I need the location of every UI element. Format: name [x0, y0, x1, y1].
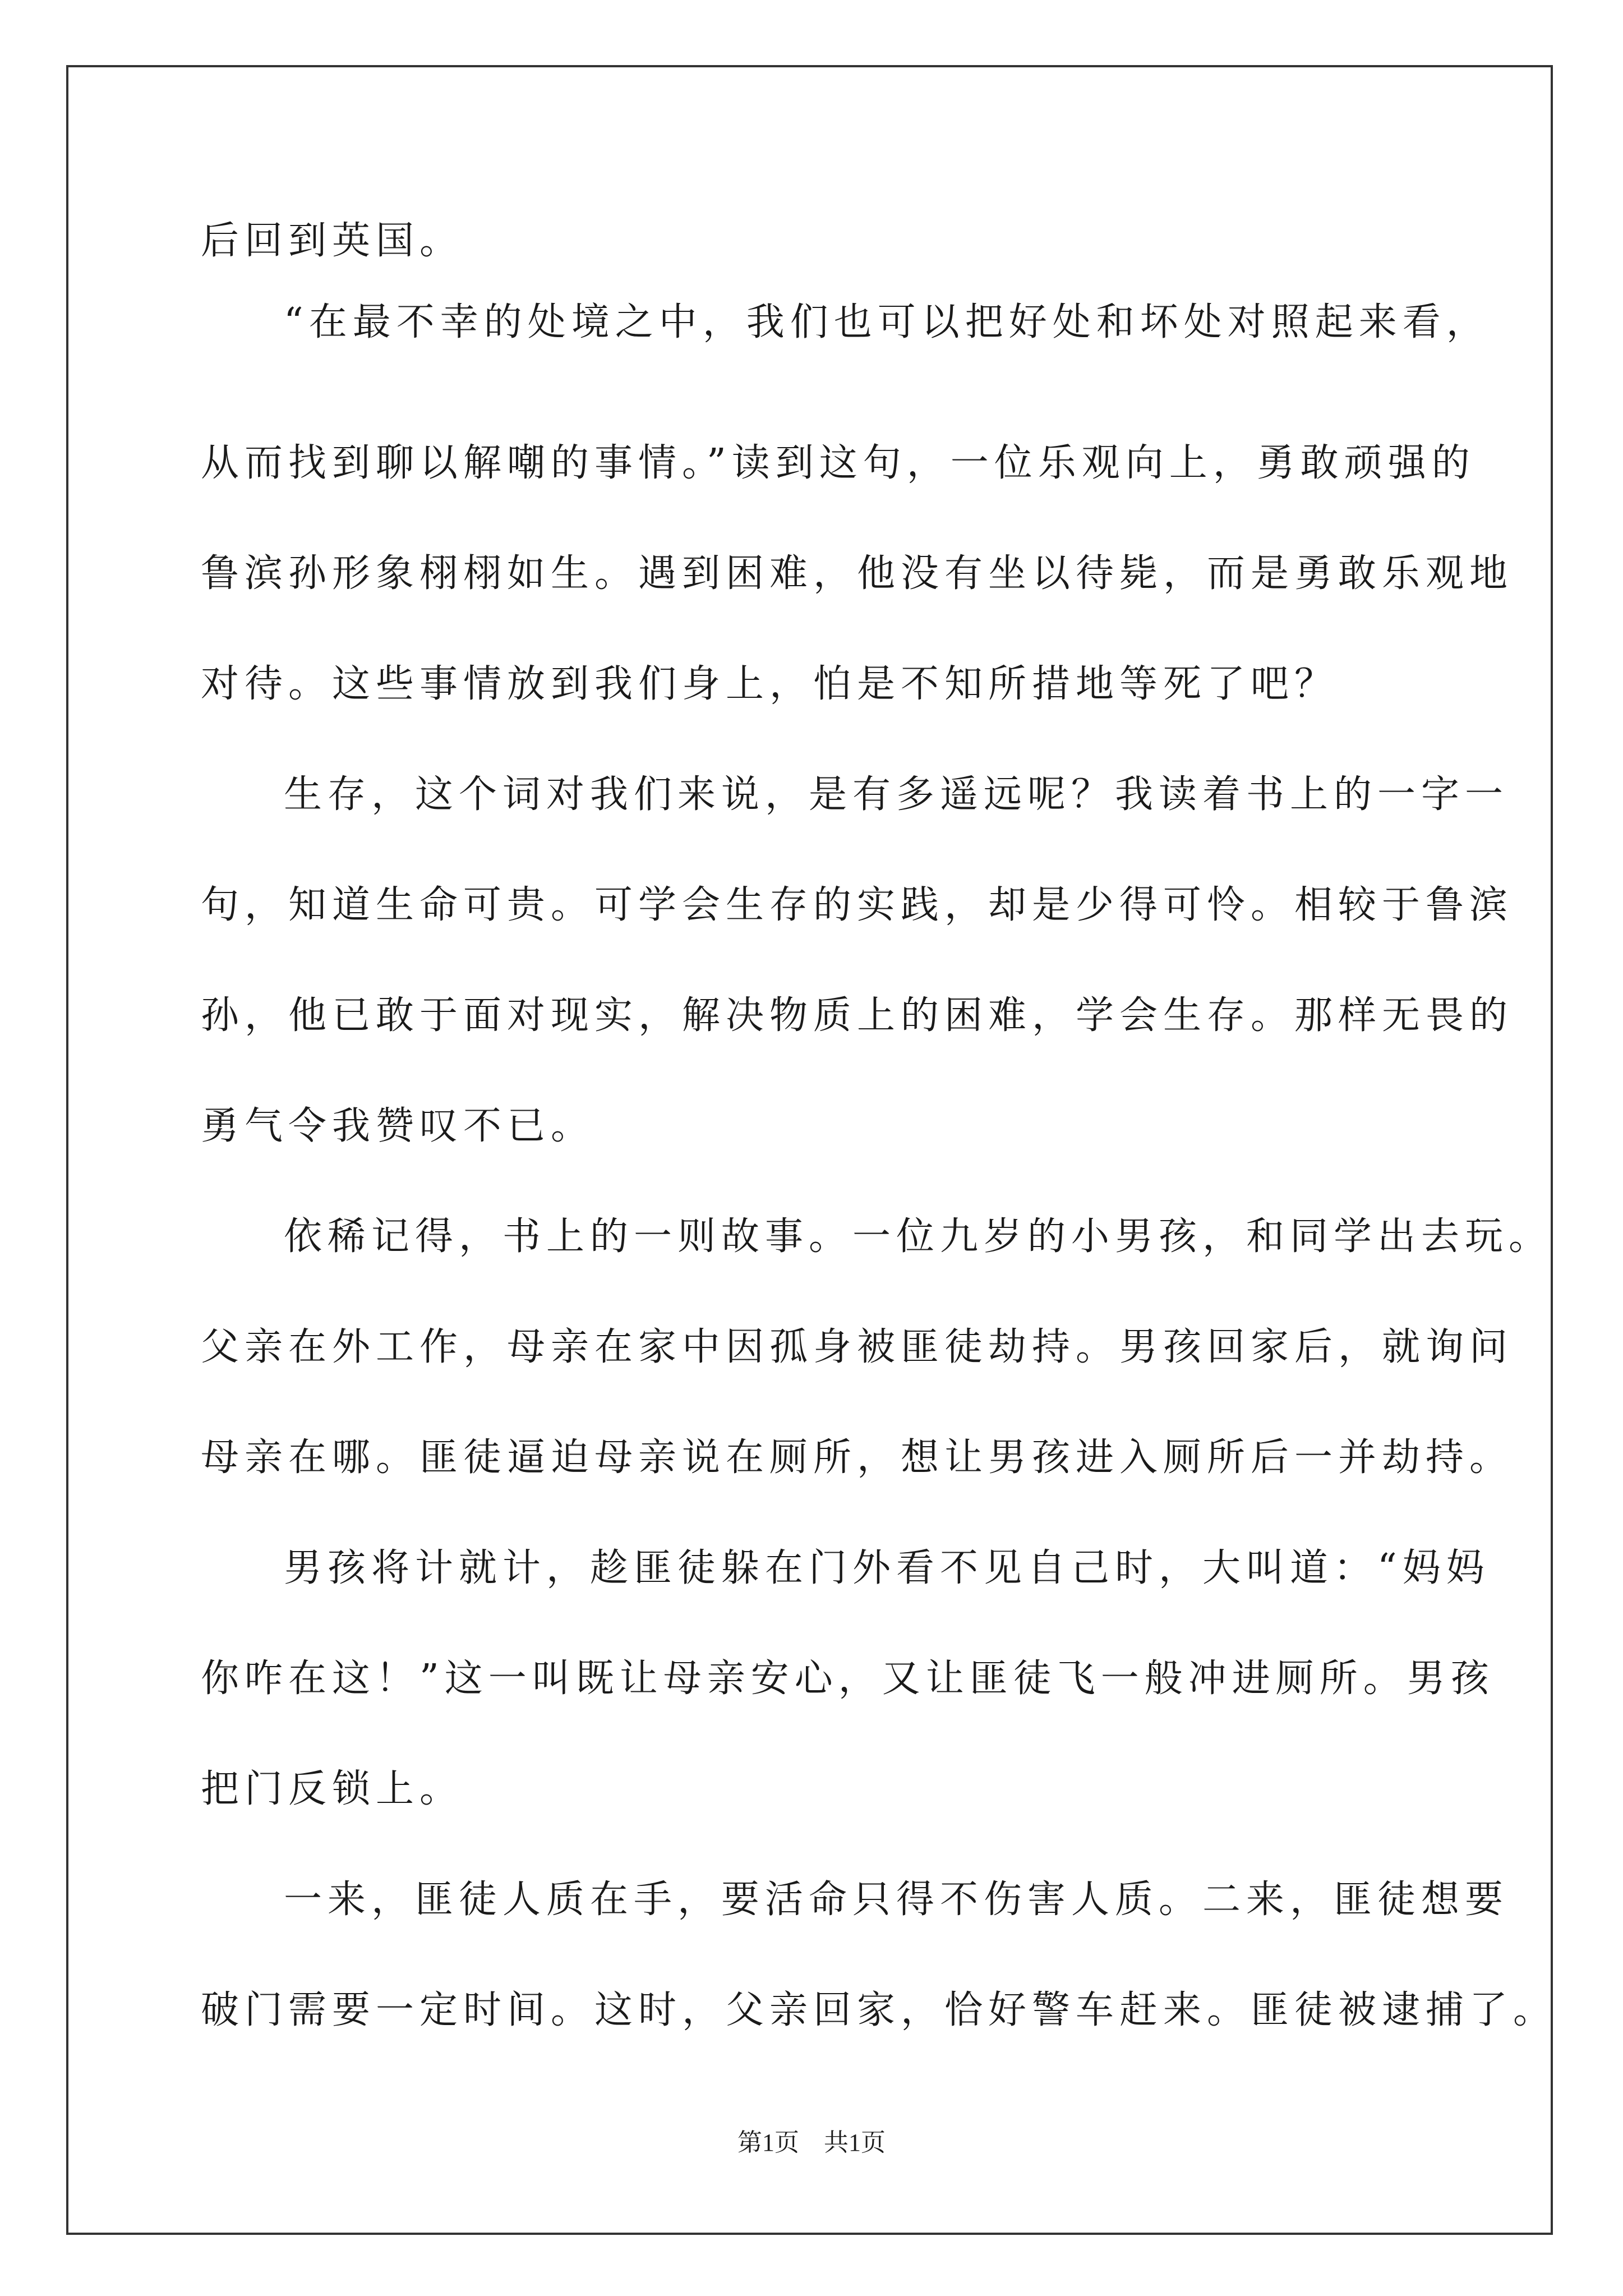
text-line: 鲁滨孙形象栩栩如生。遇到困难，他没有坐以待毙，而是勇敢乐观地 — [201, 551, 1514, 596]
text-line: 勇气令我赞叹不已。 — [201, 1104, 595, 1148]
text-line: 生存，这个词对我们来说，是有多遥远呢？我读着书上的一字一 — [284, 772, 1509, 817]
text-line: 把门反锁上。 — [201, 1767, 464, 1811]
text-line: 从而找到聊以解嘲的事情。”读到这句，一位乐观向上，勇敢顽强的 — [201, 441, 1476, 485]
text-line: 依稀记得，书上的一则故事。一位九岁的小男孩，和同学出去玩。 — [284, 1214, 1553, 1259]
text-line: 男孩将计就计，趁匪徒躲在门外看不见自己时，大叫道：“妈妈 — [284, 1546, 1490, 1590]
text-line: 破门需要一定时间。这时，父亲回家，恰好警车赶来。匪徒被逮捕了。 — [201, 1988, 1557, 2032]
text-line: 你咋在这！”这一叫既让母亲安心，又让匪徒飞一般冲进厕所。男孩 — [201, 1657, 1495, 1701]
text-line: 句，知道生命可贵。可学会生存的实践，却是少得可怜。相较于鲁滨 — [201, 883, 1514, 927]
text-line: 孙，他已敢于面对现实，解决物质上的困难，学会生存。那样无畏的 — [201, 993, 1514, 1038]
text-line: 后回到英国。 — [201, 219, 464, 263]
text-line: 一来，匪徒人质在手，要活命只得不伤害人质。二来，匪徒想要 — [284, 1878, 1509, 1922]
text-line: 对待。这些事情放到我们身上，怕是不知所措地等死了吧？ — [201, 662, 1339, 706]
page-number: 第1页 共1页 — [737, 2129, 886, 2156]
text-line: “在最不幸的处境之中，我们也可以把好处和坏处对照起来看， — [284, 300, 1490, 344]
text-line: 母亲在哪。匪徒逼迫母亲说在厕所，想让男孩进入厕所后一并劫持。 — [201, 1435, 1514, 1480]
text-line: 父亲在外工作，母亲在家中因孤身被匪徒劫持。男孩回家后，就询问 — [201, 1325, 1514, 1369]
